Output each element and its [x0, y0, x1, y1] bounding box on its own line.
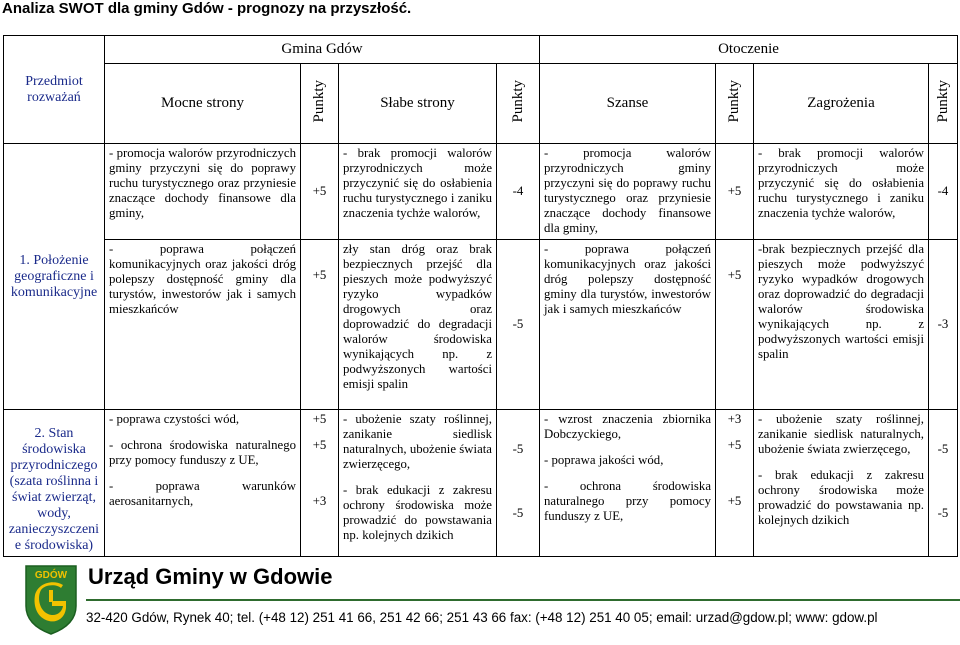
- opportunity-cell: - wzrost znaczenia zbiornika Dobczyckiego, - poprawa jakości wód, - ochrona środowiska naturalnego przy pomocy funduszy z UE,: [540, 410, 716, 557]
- points-header: Punkty: [497, 64, 540, 144]
- threat-cell: -brak bezpiecznych przejść dla pieszych może podwyższyć ryzyko wypadków drogowych oraz doprowadzić do degradacji walorów środowiska wynikających np. z podwyższonych wartości emisji spalin: [754, 240, 929, 410]
- opportunity-cell: - poprawa połączeń komunikacyjnych oraz jakości dróg polepszy dostępność gminy dla turystów, inwestorów jak i samych mieszkańców: [540, 240, 716, 410]
- gmina-group-header: Gmina Gdów: [105, 36, 540, 64]
- points-header: Punkty: [929, 64, 958, 144]
- strengths-header: Mocne strony: [105, 64, 301, 144]
- weakness-points: -5: [497, 240, 540, 410]
- opportunity-points: +5: [716, 144, 754, 240]
- threat-cell: - brak promocji walorów przyrodniczych może przyczynić się do osłabienia ruchu turystycznego i zaniku znaczenia tychże walorów,: [754, 144, 929, 240]
- weakness-cell: - brak promocji walorów przyrodniczych może przyczynić się do osłabienia ruchu turystycznego i zaniku znaczenia tychże walorów,: [339, 144, 497, 240]
- table-row: [4, 240, 958, 410]
- gdow-crest-logo: [22, 564, 80, 636]
- strength-points: +5: [301, 240, 339, 410]
- weakness-points: -4: [497, 144, 540, 240]
- points-header: Punkty: [716, 64, 754, 144]
- weakness-points: -5 -5: [497, 410, 540, 557]
- contact-info: 32-420 Gdów, Rynek 40; tel. (+48 12) 251 41 66, 251 42 66; 251 43 66 fax: (+48 12) 251 40 05; email: urzad@gdow.pl; www: gdow.pl: [86, 610, 878, 625]
- opportunity-points: +3 +5 +5: [716, 410, 754, 557]
- strength-points: +5 +5 +3: [301, 410, 339, 557]
- weakness-cell: zły stan dróg oraz brak bezpiecznych przejść dla pieszych może podwyższyć ryzyko wypadków drogowych oraz doprowadzić do degradacji walorów środowiska wynikających np. z podwyższonych wartości emisji spalin: [339, 240, 497, 410]
- svg-text:GDÓW: GDÓW: [34, 570, 68, 581]
- opportunity-points: +5: [716, 240, 754, 410]
- threat-points: -5 -5: [929, 410, 958, 557]
- weakness-cell: - ubożenie szaty roślinnej, zanikanie siedlisk naturalnych, ubożenie świata zwierzęcego, - brak edukacji z zakresu ochrony środowiska może prowadzić do powstawania np. kolejnych dzikich: [339, 410, 497, 557]
- strength-cell: - promocja walorów przyrodniczych gminy przyczyni się do poprawy ruchu turystycznego oraz przyniesie znaczące dochody finansowe dla gminy,: [105, 144, 301, 240]
- subject-location: 1. Położenie geograficzne i komunikacyjne: [4, 144, 105, 410]
- weaknesses-header: Słabe strony: [339, 64, 497, 144]
- office-name: Urząd Gminy w Gdowie: [88, 564, 333, 589]
- opportunity-cell: - promocja walorów przyrodniczych gminy przyczyni się do poprawy ruchu turystycznego oraz przyniesie znaczące dochody finansowe dla gminy,: [540, 144, 716, 240]
- otoczenie-group-header: Otoczenie: [540, 36, 958, 64]
- strength-cell: - poprawa czystości wód, - ochrona środowiska naturalnego przy pomocy funduszy z UE, - poprawa warunków aerosanitarnych,: [105, 410, 301, 557]
- strength-points: +5: [301, 144, 339, 240]
- swot-table: [3, 35, 958, 557]
- threats-header: Zagrożenia: [754, 64, 929, 144]
- threat-points: -4: [929, 144, 958, 240]
- page-title: Analiza SWOT dla gminy Gdów - prognozy na przyszłość.: [2, 0, 412, 17]
- threat-cell: - ubożenie szaty roślinnej, zanikanie siedlisk naturalnych, ubożenie świata zwierzęcego, - brak edukacji z zakresu ochrony środowiska może prowadzić do powstawania np. kolejnych dzikich: [754, 410, 929, 557]
- opportunities-header: Szanse: [540, 64, 716, 144]
- strength-cell: - poprawa połączeń komunikacyjnych oraz jakości dróg polepszy dostępność gminy dla turystów, inwestorów jak i samych mieszkańców: [105, 240, 301, 410]
- letterhead-footer: [0, 560, 960, 645]
- subject-environment: 2. Stan środowiska przyrodniczego (szata roślinna i świat zwierząt, wody, zanieczyszczeni e środowiska): [4, 410, 105, 557]
- group-header-row: [4, 36, 958, 64]
- footer-divider: [86, 599, 960, 601]
- table-row: [4, 410, 958, 557]
- table-row: [4, 144, 958, 240]
- subject-header: Przedmiot rozważań: [4, 36, 105, 144]
- points-header: Punkty: [301, 64, 339, 144]
- threat-points: -3: [929, 240, 958, 410]
- column-header-row: [4, 64, 958, 144]
